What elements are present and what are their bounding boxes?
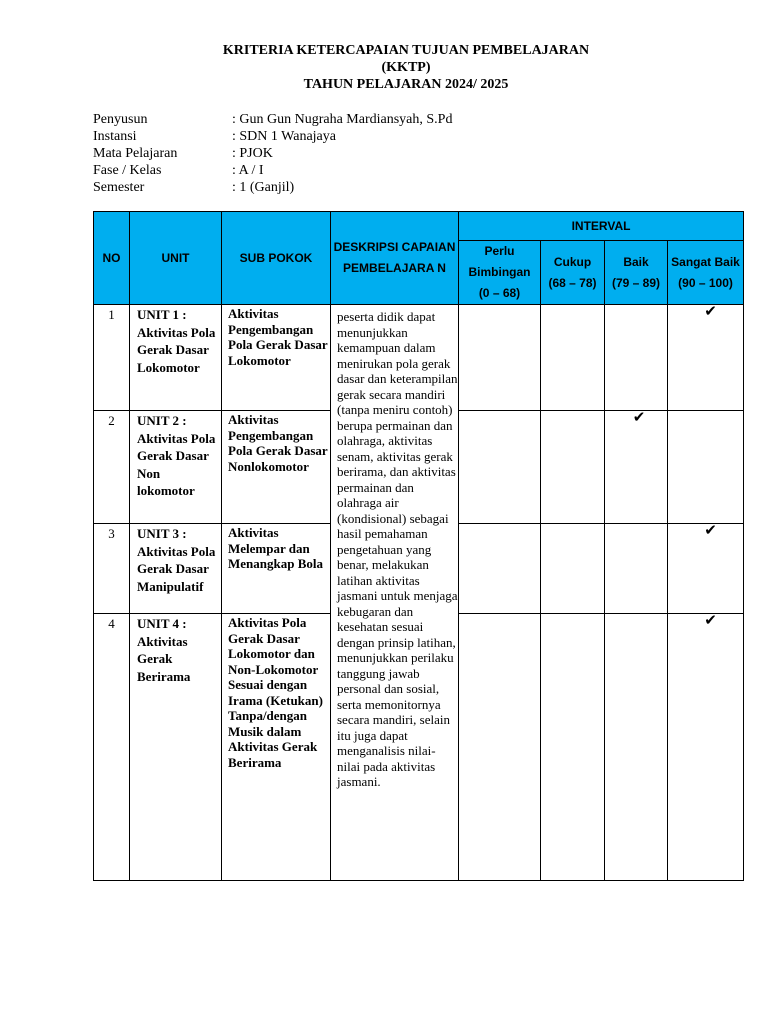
meta-value: : SDN 1 Wanajaya [232,129,336,144]
meta-label: Mata Pelajaran [93,146,178,161]
rating-baik [605,614,668,881]
deskripsi-cell: peserta didik dapat menunjukkan kemampuan dalam menirukan pola gerak dasar dan keterampilan gerak secara mandiri (tanpa meniru contoh) berupa permainan dan olahraga, aktivitas senam, aktivitas gerak berirama, dan aktivitas permainan dan olahraga air (kondisional) sebagai hasil pemahaman pengetahuan yang benar, melakukan latihan aktivitas jasmani untuk menjaga kebugaran dan kesehatan sesuai dengan prinsip latihan, menunjukkan perilaku tanggung jawab personal dan sosial, serta memonitornya secara mandiri, selain itu juga dapat menganalisis nilai-nilai pada aktivitas jasmani. [331,305,459,881]
header-baik [605,241,668,305]
meta-row-fase-kelas [93,162,452,179]
sub-pokok-cell: Aktivitas Pengembangan Pola Gerak Dasar Lokomotor [222,305,331,411]
document-meta [93,111,452,196]
header-range: (79 – 89) [611,275,661,290]
header-label: Sangat Baik [671,254,740,269]
rating-perlu-bimbingan [459,411,541,524]
unit-cell: UNIT 4 : Aktivitas Gerak Berirama [130,614,222,881]
meta-row-penyusun [93,111,452,128]
rating-sangat-baik [668,524,744,614]
rating-sangat-baik [668,614,744,881]
row-number: 1 [94,305,130,411]
rating-cukup [541,305,605,411]
meta-label: Semester [93,180,145,195]
rating-baik [605,411,668,524]
check-icon: ✔ [704,613,717,629]
header-label: Cukup [553,254,592,269]
document-title [0,42,768,93]
header-deskripsi: DESKRIPSI CAPAIAN PEMBELAJARA N [331,212,459,305]
meta-row-semester [93,179,452,196]
header-label: Baik [623,254,649,269]
rating-perlu-bimbingan [459,305,541,411]
sub-pokok-cell: Aktivitas Melempar dan Menangkap Bola [222,524,331,614]
title-line-1: KRITERIA KETERCAPAIAN TUJUAN PEMBELAJARAN [222,43,590,58]
check-icon: ✔ [704,523,717,539]
sub-pokok-cell: Aktivitas Pengembangan Pola Gerak Dasar Nonlokomotor [222,411,331,524]
check-icon: ✔ [704,304,717,320]
meta-value: : A / I [232,163,264,178]
unit-cell: UNIT 1 : Aktivitas Pola Gerak Dasar Lokomotor [130,305,222,411]
rating-perlu-bimbingan [459,614,541,881]
rating-baik [605,305,668,411]
meta-row-mata-pelajaran [93,145,452,162]
header-range: (68 – 78) [548,275,597,290]
header-cukup [541,241,605,305]
header-range: (90 – 100) [678,275,733,290]
row-number: 4 [94,614,130,881]
rating-baik [605,524,668,614]
header-no: NO [94,212,130,305]
rating-cukup [541,614,605,881]
title-line-3: TAHUN PELAJARAN 2024/ 2025 [303,77,509,92]
rating-sangat-baik [668,305,744,411]
unit-cell: UNIT 3 : Aktivitas Pola Gerak Dasar Manipulatif [130,524,222,614]
meta-label: Instansi [93,129,137,144]
row-number: 3 [94,524,130,614]
header-interval: INTERVAL [459,212,744,241]
check-icon: ✔ [632,410,646,426]
header-sangat-baik [668,241,744,305]
header-range: (0 – 68) [478,286,521,300]
meta-row-instansi [93,128,452,145]
unit-cell: UNIT 2 : Aktivitas Pola Gerak Dasar Non lokomotor [130,411,222,524]
rating-cukup [541,524,605,614]
header-sub-pokok: SUB POKOK [222,212,331,305]
rating-cukup [541,411,605,524]
meta-label: Penyusun [93,112,148,127]
rating-sangat-baik [668,411,744,524]
meta-value: : Gun Gun Nugraha Mardiansyah, S.Pd [232,112,453,127]
rating-perlu-bimbingan [459,524,541,614]
meta-value: : PJOK [232,146,273,161]
table-row [94,305,744,411]
header-unit: UNIT [130,212,222,305]
title-line-2: (KKTP) [381,60,431,75]
meta-value: : 1 (Ganjil) [232,180,295,195]
header-label: Perlu Bimbingan [468,244,531,279]
header-perlu-bimbingan [459,241,541,305]
sub-pokok-cell: Aktivitas Pola Gerak Dasar Lokomotor dan Non-Lokomotor Sesuai dengan Irama (Ketukan) Tanpa/dengan Musik dalam Aktivitas Gerak Berirama [222,614,331,881]
row-number: 2 [94,411,130,524]
meta-label: Fase / Kelas [93,163,162,178]
kktp-table [93,211,744,881]
